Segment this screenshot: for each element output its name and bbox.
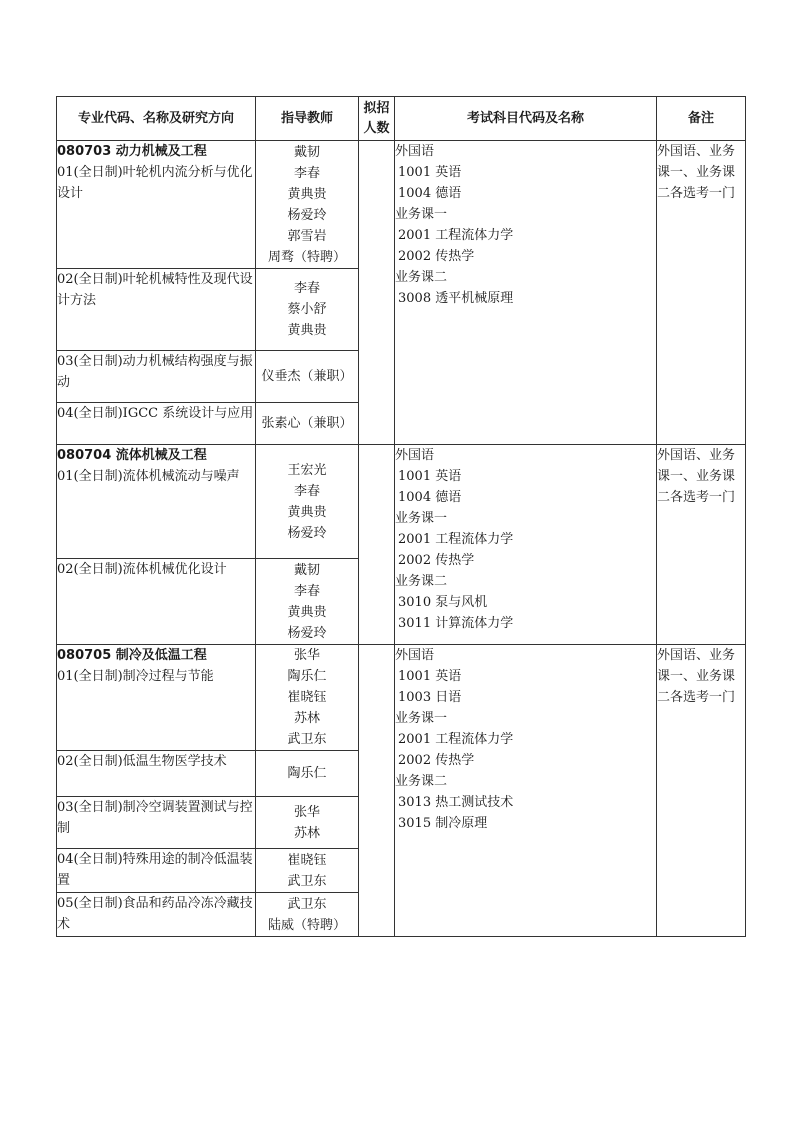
admission-catalog-table (56, 96, 746, 937)
exam-subject: 3011 计算流体力学 (398, 616, 514, 631)
direction-cell (57, 797, 256, 849)
supervisor-name: 杨爱玲 (287, 207, 327, 223)
direction-text: 05(全日制)食品和药品冷冻冷藏技术 (57, 896, 253, 932)
supervisor-name: 李春 (293, 281, 320, 296)
direction-cell (57, 351, 256, 403)
supervisor-name: 杨爱玲 (287, 625, 327, 641)
exam-group-label: 外国语 (395, 448, 435, 463)
supervisor-cell (256, 559, 359, 645)
supervisor-name: 黄典贵 (287, 604, 327, 620)
header-quota-line2: 人数 (363, 120, 390, 136)
catalog-body (57, 141, 746, 937)
exam-subjects-cell (395, 141, 657, 445)
direction-text: 02(全日制)叶轮机械特性及现代设计方法 (57, 272, 253, 308)
supervisor-cell (256, 893, 359, 937)
supervisor-cell (256, 269, 359, 351)
exam-subject: 2002 传热学 (398, 553, 475, 568)
exam-group-label: 业务课一 (395, 511, 448, 526)
direction-row (57, 141, 746, 269)
direction-cell (57, 751, 256, 797)
note-line: 二各选考一门 (657, 186, 736, 201)
supervisor-cell (256, 141, 359, 269)
supervisor-name: 张华 (293, 648, 320, 663)
note-line: 二各选考一门 (657, 690, 736, 705)
exam-subject: 2001 工程流体力学 (398, 228, 514, 243)
note-line: 外国语、业务 (657, 448, 736, 463)
major-title: 080705 制冷及低温工程 (57, 648, 207, 663)
supervisor-cell (256, 445, 359, 559)
supervisor-name: 黄典贵 (287, 323, 327, 338)
direction-text: 04(全日制)IGCC 系统设计与应用 (57, 406, 254, 421)
supervisor-name: 武卫东 (287, 873, 327, 889)
direction-text: 03(全日制)动力机械结构强度与振动 (57, 354, 253, 390)
exam-subject: 1001 英语 (398, 469, 462, 484)
exam-group-label: 业务课一 (395, 207, 448, 222)
direction-cell (57, 141, 256, 269)
supervisor-name: 郭雪岩 (287, 228, 327, 244)
direction-text: 02(全日制)低温生物医学技术 (57, 754, 227, 769)
note-cell (657, 645, 746, 937)
major-title: 080704 流体机械及工程 (57, 448, 207, 463)
header-row (57, 97, 746, 141)
supervisor-cell (256, 849, 359, 893)
exam-group-label: 业务课二 (395, 574, 448, 589)
exam-group-label: 外国语 (395, 144, 435, 159)
exam-subjects-cell (395, 645, 657, 937)
direction-cell (57, 849, 256, 893)
supervisor-name: 李春 (293, 165, 320, 181)
direction-text: 01(全日制)流体机械流动与噪声 (57, 469, 240, 484)
direction-row (57, 645, 746, 751)
header-quota (359, 97, 395, 141)
direction-cell (57, 559, 256, 645)
exam-subjects-cell (395, 445, 657, 645)
exam-subject: 2002 传热学 (398, 753, 475, 768)
direction-text: 01(全日制)叶轮机内流分析与优化设计 (57, 165, 253, 201)
supervisor-name: 苏林 (293, 711, 320, 726)
exam-subject: 3008 透平机械原理 (398, 291, 514, 306)
quota-cell (359, 645, 395, 937)
direction-row (57, 445, 746, 559)
exam-subject: 2001 工程流体力学 (398, 732, 514, 747)
exam-subject: 3015 制冷原理 (398, 816, 488, 831)
supervisor-name: 陶乐仁 (287, 766, 327, 781)
exam-subject: 1004 德语 (398, 186, 462, 201)
exam-subject: 1001 英语 (398, 165, 462, 180)
header-quota-line1: 拟招 (363, 100, 390, 116)
exam-subject: 1001 英语 (398, 669, 462, 684)
supervisor-name: 武卫东 (287, 896, 327, 912)
supervisor-cell (256, 751, 359, 797)
header-major: 专业代码、名称及研究方向 (57, 97, 256, 141)
note-line: 二各选考一门 (657, 490, 736, 505)
direction-cell (57, 893, 256, 937)
note-cell (657, 445, 746, 645)
direction-cell (57, 403, 256, 445)
note-line: 外国语、业务 (657, 144, 736, 159)
exam-group-label: 业务课二 (395, 270, 448, 285)
supervisor-name: 周骛（特聘） (267, 249, 346, 265)
supervisor-name: 崔晓钰 (287, 690, 327, 705)
exam-group-label: 业务课二 (395, 774, 448, 789)
note-cell (657, 141, 746, 445)
supervisor-name: 戴韧 (293, 562, 320, 578)
supervisor-name: 崔晓钰 (287, 852, 327, 868)
supervisor-cell (256, 645, 359, 751)
exam-subject: 2002 传热学 (398, 249, 475, 264)
supervisor-name: 武卫东 (287, 732, 327, 747)
quota-cell (359, 141, 395, 445)
exam-subject: 3010 泵与风机 (398, 595, 488, 610)
supervisor-name: 张华 (293, 804, 320, 820)
exam-subject: 2001 工程流体力学 (398, 532, 514, 547)
exam-subject: 1004 德语 (398, 490, 462, 505)
supervisor-name: 仪垂杰（兼职） (261, 369, 353, 384)
supervisor-name: 张素心（兼职） (261, 416, 353, 431)
note-line: 课一、业务课 (657, 469, 736, 484)
note-line: 课一、业务课 (657, 165, 736, 180)
supervisor-name: 陶乐仁 (287, 669, 327, 684)
direction-text: 02(全日制)流体机械优化设计 (57, 562, 227, 577)
supervisor-cell (256, 403, 359, 445)
note-line: 课一、业务课 (657, 669, 736, 684)
supervisor-name: 戴韧 (293, 144, 320, 160)
supervisor-name: 黄典贵 (287, 186, 327, 202)
direction-text: 01(全日制)制冷过程与节能 (57, 669, 214, 684)
header-supervisor: 指导教师 (256, 97, 359, 141)
exam-subject: 1003 日语 (398, 690, 462, 705)
direction-cell (57, 445, 256, 559)
direction-text: 04(全日制)特殊用途的制冷低温装置 (57, 852, 253, 888)
supervisor-name: 苏林 (293, 825, 320, 841)
header-exam: 考试科目代码及名称 (395, 97, 657, 141)
note-line: 外国语、业务 (657, 648, 736, 663)
direction-text: 03(全日制)制冷空调装置测试与控制 (57, 800, 253, 836)
quota-cell (359, 445, 395, 645)
exam-subject: 3013 热工测试技术 (398, 795, 514, 810)
direction-cell (57, 269, 256, 351)
supervisor-name: 杨爱玲 (287, 525, 327, 541)
supervisor-name: 李春 (293, 483, 320, 499)
supervisor-name: 蔡小舒 (287, 302, 327, 317)
major-title: 080703 动力机械及工程 (57, 144, 207, 159)
exam-group-label: 业务课一 (395, 711, 448, 726)
supervisor-name: 黄典贵 (287, 504, 327, 520)
supervisor-cell (256, 797, 359, 849)
supervisor-cell (256, 351, 359, 403)
supervisor-name: 陆威（特聘） (267, 917, 346, 933)
supervisor-name: 李春 (293, 583, 320, 599)
direction-cell (57, 645, 256, 751)
supervisor-name: 王宏光 (287, 462, 327, 478)
exam-group-label: 外国语 (395, 648, 435, 663)
header-note: 备注 (657, 97, 746, 141)
